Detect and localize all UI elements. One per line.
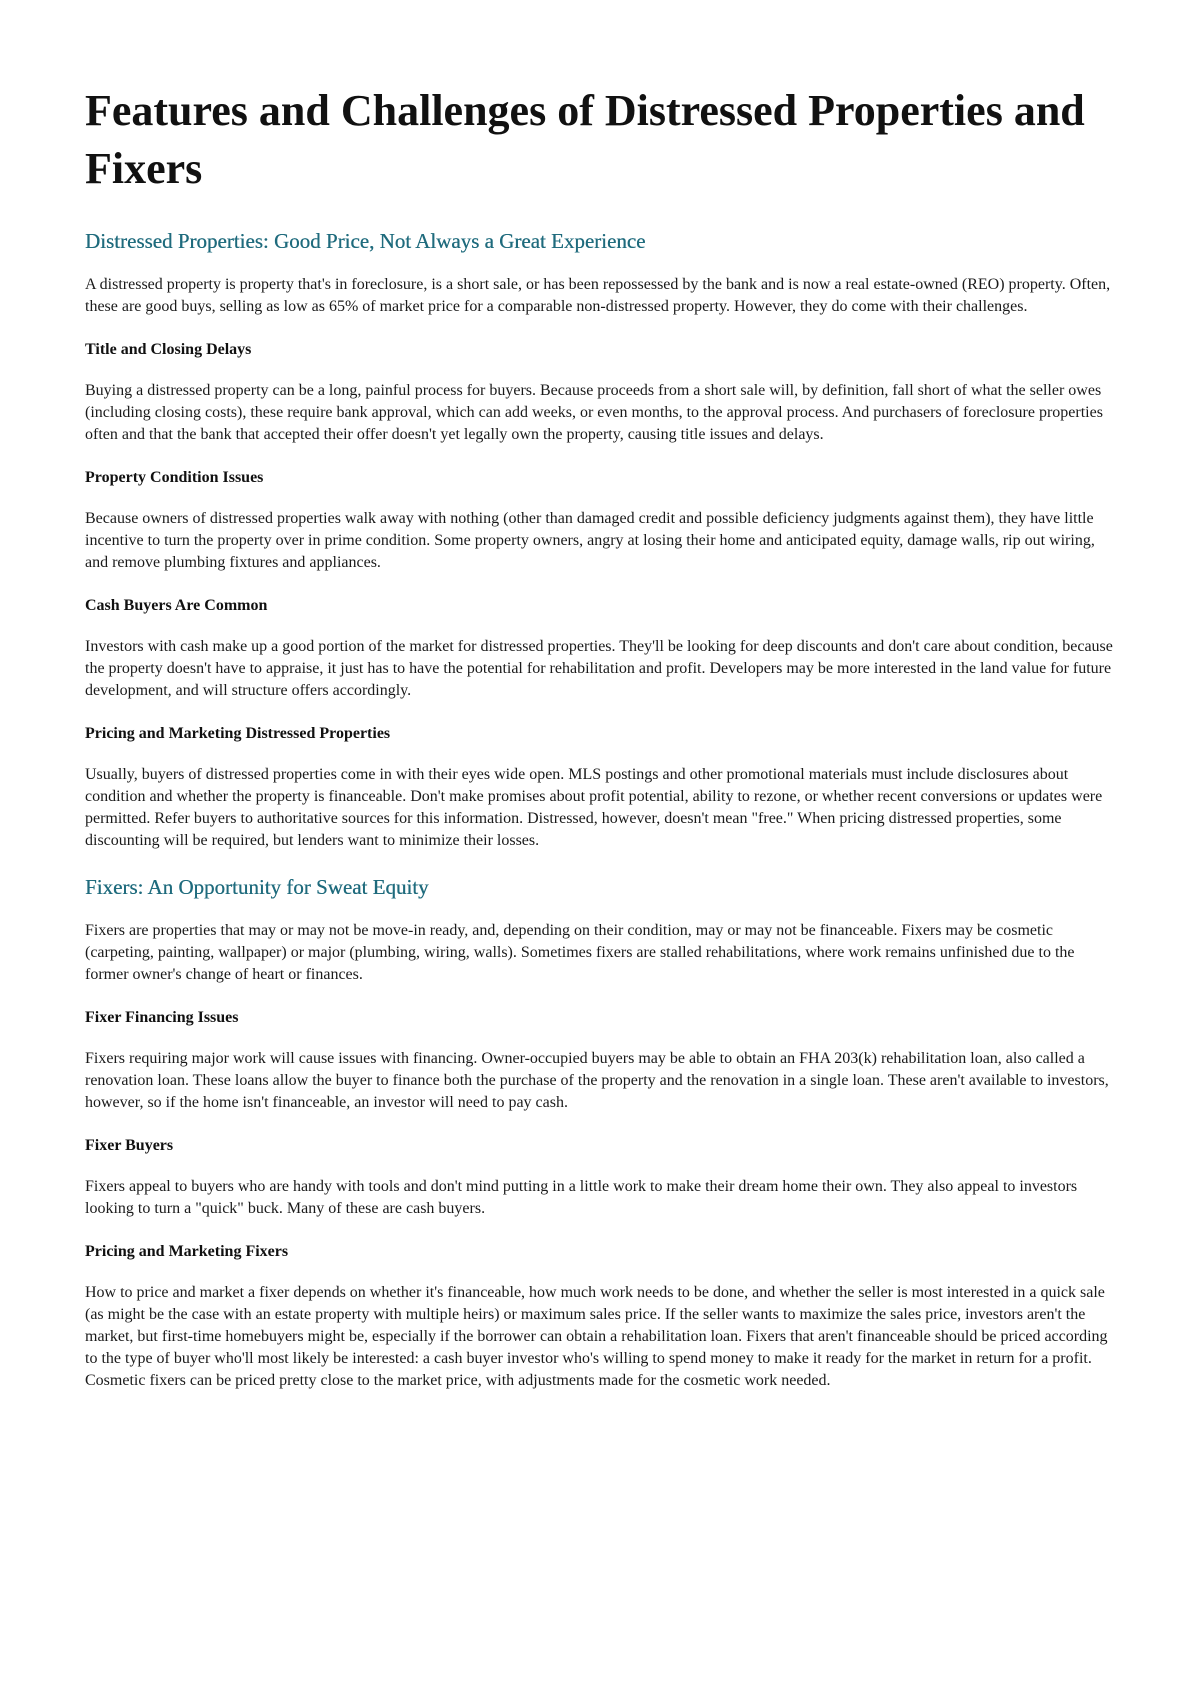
section-fixers — [85, 874, 1120, 1392]
subsection-heading: Title and Closing Delays — [85, 341, 252, 358]
subsection-text: Usually, buyers of distressed properties come in with their eyes wide open. MLS postings and other promotional materials must include disclosures about condition and whether the property is financeable. Don't make promises about profit potential, ability to rezone, or whether recent conversions or updates were permitted. Refer buyers to authoritative sources for this information. Distressed, however, doesn't mean "free." When pricing distressed properties, some discounting will be required, but lenders want to minimize their losses. — [85, 766, 1103, 849]
subsection-text: How to price and market a fixer depends on whether it's financeable, how much work needs to be done, and whether the seller is most interested in a quick sale (as might be the case with an estate property with multiple heirs) or maximum sales price. If the seller wants to maximize the sales price, investors aren't the market, but first-time homebuyers might be, especially if the borrower can obtain a rehabilitation loan. Fixers that aren't financeable should be priced according to the type of buyer who'll most likely be interested: a cash buyer investor who's willing to spend money to make it ready for the market in return for a profit. Cosmetic fixers can be priced pretty close to the market price, with adjustments made for the cosmetic work needed. — [85, 1284, 1108, 1389]
subsection-text: Buying a distressed property can be a long, painful process for buyers. Because proceeds from a short sale will, by definition, fall short of what the seller owes (including closing costs), these require bank approval, which can add weeks, or even months, to the approval process. And purchasers of foreclosure properties often and that the bank that accepted their offer doesn't yet legally own the property, causing title issues and delays. — [85, 382, 1103, 443]
section-intro: Fixers are properties that may or may not be move-in ready, and, depending on their condition, may or may not be financeable. Fixers may be cosmetic (carpeting, painting, wallpaper) or major (plumbing, wiring, walls). Sometimes fixers are stalled rehabilitations, where work remains unfinished due to the former owner's change of heart or finances. — [85, 922, 1075, 983]
subsection-heading: Property Condition Issues — [85, 469, 264, 486]
page-title: Features and Challenges of Distressed Properties and Fixers — [85, 86, 1085, 193]
subsection-heading: Fixer Financing Issues — [85, 1009, 239, 1026]
subsection-heading: Fixer Buyers — [85, 1137, 174, 1154]
section-intro: A distressed property is property that's in foreclosure, is a short sale, or has been repossessed by the bank and is now a real estate-owned (REO) property. Often, these are good buys, selling as low as 65% of market price for a comparable non-distressed property. However, they do come with their challenges. — [85, 276, 1111, 315]
subsection-text: Because owners of distressed properties walk away with nothing (other than damaged credit and possible deficiency judgments against them), they have little incentive to turn the property over in prime condition. Some property owners, angry at losing their home and anticipated equity, damage walls, rip out wiring, and remove plumbing fixtures and appliances. — [85, 510, 1095, 571]
subsection-text: Fixers appeal to buyers who are handy with tools and don't mind putting in a little work to make their dream home their own. They also appeal to investors looking to turn a "quick" buck. Many of these are cash buyers. — [85, 1178, 1078, 1217]
section-distressed-properties — [85, 228, 1120, 852]
document-page — [85, 82, 1120, 1414]
subsection-text: Investors with cash make up a good portion of the market for distressed properties. They'll be looking for deep discounts and don't care about condition, because the property doesn't have to appraise, it just has to have the potential for rehabilitation and profit. Developers may be more interested in the land value for future development, and will structure offers accordingly. — [85, 638, 1113, 699]
section-heading: Fixers: An Opportunity for Sweat Equity — [85, 875, 429, 899]
section-heading: Distressed Properties: Good Price, Not Always a Great Experience — [85, 229, 646, 253]
subsection-heading: Pricing and Marketing Fixers — [85, 1243, 289, 1260]
subsection-heading: Pricing and Marketing Distressed Properties — [85, 725, 391, 742]
subsection-text: Fixers requiring major work will cause issues with financing. Owner-occupied buyers may be able to obtain an FHA 203(k) rehabilitation loan, also called a renovation loan. These loans allow the buyer to finance both the purchase of the property and the renovation in a single loan. These aren't available to investors, however, so if the home isn't financeable, an investor will need to pay cash. — [85, 1050, 1109, 1111]
subsection-heading: Cash Buyers Are Common — [85, 597, 268, 614]
